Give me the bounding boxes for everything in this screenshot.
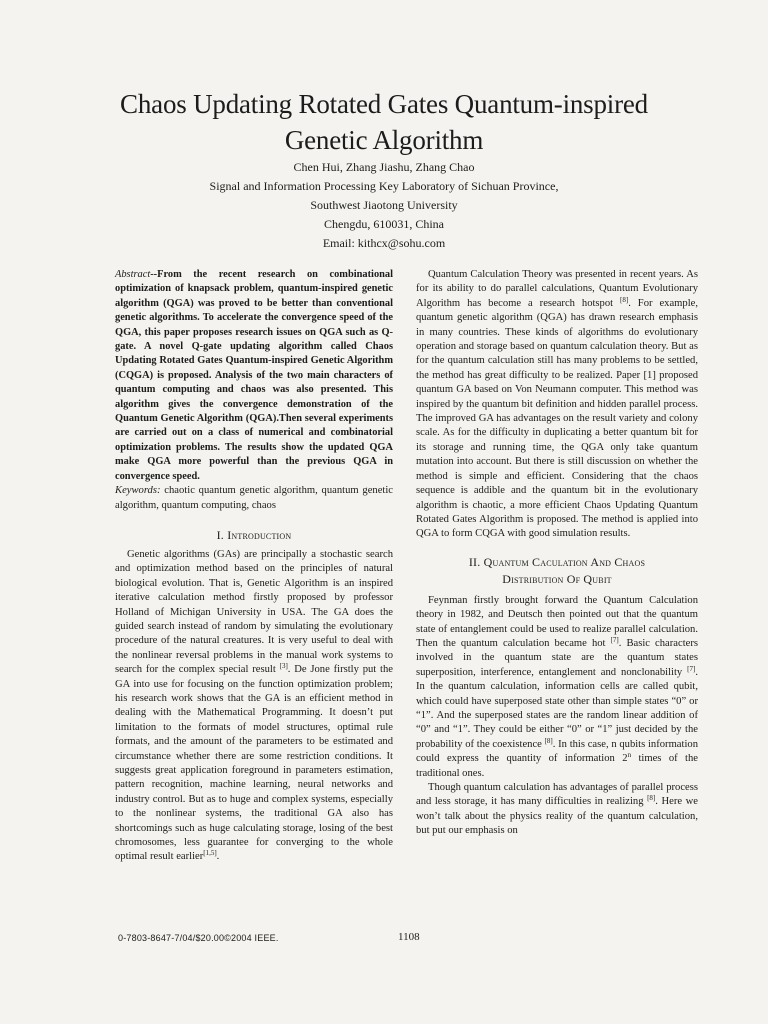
affiliation-line-1: Signal and Information Processing Key Laboratory of Sichuan Province, xyxy=(209,179,559,193)
citation: [8] xyxy=(544,736,553,745)
keywords-text: chaotic quantum genetic algorithm, quantum genetic algorithm, quantum computing, chaos xyxy=(115,485,393,511)
left-column xyxy=(115,268,393,865)
section-1-heading: I. Introduction xyxy=(216,527,292,542)
citation: [3] xyxy=(279,662,288,671)
address: Chengdu, 610031, China xyxy=(324,217,444,231)
abstract xyxy=(115,268,393,484)
section-2-paragraph-2: Though quantum calculation has advantages of parallel process and less storage, it has many difficulties in realizing [8]. Here we won’t talk about the physics reality of the quantum calculation, but put our emphasis on xyxy=(416,782,698,837)
author-names: Chen Hui, Zhang Jiashu, Zhang Chao xyxy=(293,160,475,174)
keywords-label: Keywords: xyxy=(115,485,161,497)
page-number: 1108 xyxy=(398,931,420,943)
title-line-1: Chaos Updating Rotated Gates Quantum-inspired xyxy=(120,89,648,119)
abstract-label: Abstract xyxy=(115,269,151,280)
paper-title xyxy=(60,86,708,158)
section-2-heading-line-2: Distribution Of Qubit xyxy=(502,571,612,586)
affiliation-line-2: Southwest Jiaotong University xyxy=(310,198,458,212)
section-2-heading xyxy=(416,554,698,588)
copyright-notice: 0-7803-8647-7/04/$20.00©2004 IEEE. xyxy=(118,933,279,943)
title-line-2: Genetic Algorithm xyxy=(284,125,484,155)
right-column xyxy=(416,268,698,839)
section-2-paragraph-1: Feynman firstly brought forward the Quantum Calculation theory in 1982, and Deutsch then pointed out that the quantum state of entanglement could be used to realize parallel calculation. Then the quantum calculation became hot [7]. Basic characters involved in the quantum state are the quantum states superposition, interference, entanglement and nonclonability [7]. In the quantum calculation, information cells are called qubit, which could have superposed state other than simple states “0” or “1”. And the superposed states are the random linear addition of “0” and “1”. They could be either “0” or “1” just decided by the probability of the coexistence [8]. In this case, n qubits information could express the quantity of information 2$^n$ times of the traditional ones. xyxy=(416,594,699,779)
abstract-text: --From the recent research on combinational optimization of knapsack problem, quantum-inspired genetic algorithm (QGA) was proved to be better than conventional genetic algorithms. To accelerate the convergence speed of the QGA, this paper proposes research issues on QGA such as Q-gate. A novel Q-gate updating algorithm called Chaos Updating Rotated Gates Quantum-inspired Genetic Algorithm (CQGA) is proposed. Analysis of the two main characters of quantum computing and chaos was also presented. This algorithm gives the convergence demonstration of the Quantum Genetic Algorithm (QGA).Then several experiments are carried out on a class of numerical and combinatorial optimization problems. The results show the updated QGA make QGA more powerful than the previous QGA in convergence speed. xyxy=(115,269,393,482)
intro-paragraph-2: Quantum Calculation Theory was presented in recent years. As for its ability to do parallel calculations, Quantum Evolutionary Algorithm has become a research hotspot [8]. For example, quantum genetic algorithm (QGA) has drawn research emphasis in many countries. These kinds of algorithms do evolutionary operation and storage based on quantum calculation theory. But as for the quantum calculation still has many problems to be settled, the method has great difficulty to be realized. Paper [1] proposed quantum GA based on Von Neumann computer. This method was inspired by the quantum bit definition and hidden parallel process. The improved GA has advantages on the result variety and colony scale. As for the difficulty in duplicating a better quantum bit for its storage and running time, the QGA only take quantum mutation into account. But there is still discussion on whether the method is simple and efficient. Considering that the chaos sequence is addible and the quantum bit in the evolutionary algorithm is chaotic, a more efficient Chaos Updating Quantum Rotated Gates Algorithm is proposed. The method is applied into QGA to form CQGA with good simulation results. xyxy=(416,269,698,540)
citation: [8] xyxy=(647,794,656,803)
author-block xyxy=(0,158,768,253)
email: Email: kithcx@sohu.com xyxy=(322,236,446,250)
citation: [7] xyxy=(687,664,696,673)
keywords xyxy=(115,484,393,513)
citation: [8] xyxy=(620,295,629,304)
section-2-heading-line-1: II. Quantum Caculation And Chaos xyxy=(468,554,646,569)
superscript-n: n xyxy=(627,751,632,760)
citation: [1,5] xyxy=(203,849,217,858)
section-1-paragraph: Genetic algorithms (GAs) are principally a stochastic search and optimization method based on the principles of natural biological evolution. That is, Genetic Algorithm is an inspired iterative calculation method firstly proposed by professor Holland of Michigan University in USA. The GA does the guided search instead of random by simulating the evolutionary procedure of the natural creatures. It is very useful to deal with the nonlinear reversal problems in the manual work systems to search for the complex special result [3]. De Jone firstly put the GA into use for focusing on the function optimization problem; his research work shows that the GA is an efficient method in dealing with the Mathematical Programming. It doesn’t put limitation to the formats of model structures, optimal rule formats, and the amount of the parameters to be estimated and circumstance whether there are some restriction conditions. It suggests great application foreground in parameters estimation, pattern recognition, machine learning, neural networks and industry control. But as to huge and complex systems, especially to the nonlinear systems, the traditional GA also has shortcomings such as huge calculating storage, losing of the best chromosomes, less guarantee for converging to the whole optimal result earlier[1,5]. xyxy=(115,548,393,863)
citation: [7] xyxy=(610,635,619,644)
